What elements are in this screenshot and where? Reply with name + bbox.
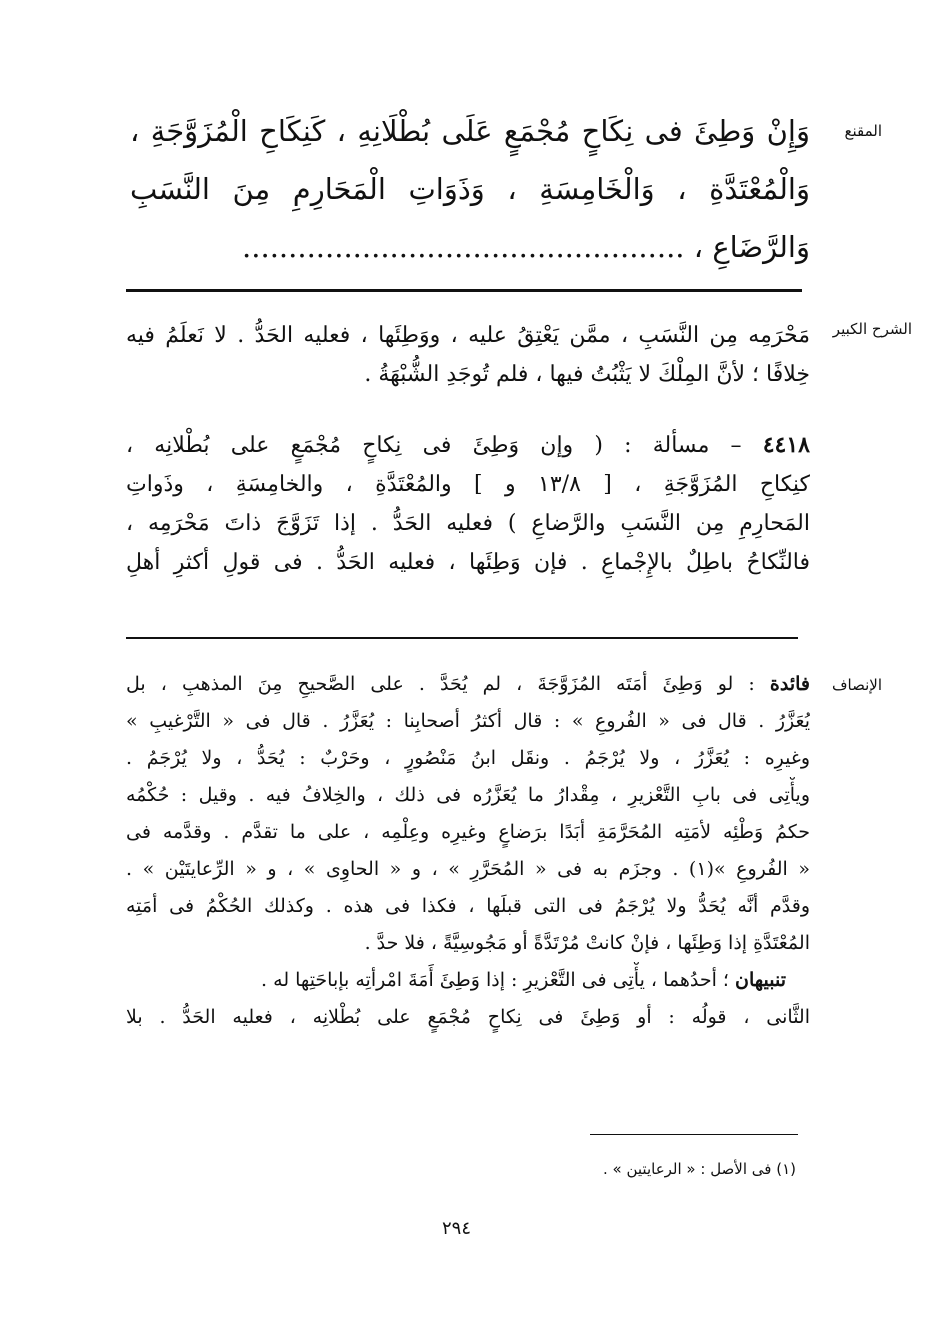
sharh-line: خِلافًا ؛ لأنَّ المِلْكَ لا يَثْبُتُ فيها ، فلم تُوجَدِ الشُّبْهَةُ .	[364, 362, 810, 387]
muqni-line-last	[130, 218, 810, 276]
insaf-line: المُعْتَدَّةِ إذا وَطِئَها ، فإنْ كانتْ مُرْتَدَّةً أو مَجُوسِيَّةً ، فلا حدَّ .	[364, 932, 810, 954]
section-label-insaf: الإنصاف	[831, 676, 882, 694]
muqni-ellipsis: ................................................	[242, 230, 685, 264]
faida-label: فائدة	[769, 673, 810, 695]
masala-line-first	[126, 426, 810, 465]
muqni-line: وَالْمُعْتَدَّةِ ، وَالْخَامِسَةِ ، وَذَوَاتِ الْمَحَارِمِ مِنَ النَّسَبِ	[130, 172, 810, 206]
masala-number: ٤٤١٨	[762, 432, 810, 458]
insaf-line: يُعَزَّرُ . قال فى « الفُروعِ » : قال أكثرُ أصحابِنا : يُعَزَّرُ . قال فى « التَّرْغيبِ »	[126, 710, 810, 732]
insaf-line-faida	[126, 666, 810, 703]
tanbih-text: ؛ أحدُهما ، يأْتِى فى التَّعْزيرِ : إذا وَطِئَ أَمَةَ امْرأتِه بإباحَتِها له .	[261, 969, 729, 991]
insaf-line: وغيرِه : يُعَزَّرُ ، ولا يُرْجَمُ . ونقَل ابنُ مَنْصُورٍ ، وحَرْبٌ : يُحَدُّ ، ولا يُرْجَمُ .	[126, 747, 810, 769]
masala-line-rest: – مسألة : ( وإن وَطِئَ فى نِكاحٍ مُجْمَعٍ على بُطْلانِه ،	[126, 433, 742, 458]
tanbih-label: تنبيهان	[735, 969, 786, 991]
section-label-muqni: المقنع	[844, 122, 882, 140]
insaf-text	[126, 666, 810, 1036]
section-divider-thick	[126, 289, 802, 292]
insaf-line-last: الثَّانى ، قولُه : أو وَطِئَ فى نِكاحٍ مُجْمَعٍ على بُطْلانِه ، فعليه الحَدُّ . بلا	[126, 1006, 810, 1028]
insaf-line: حكمُ وَطْئِه لأمَتِه المُحَرَّمَةِ أبَدًا برَضاعٍ وغيرِه وعِلْمِه ، على ما تقدَّم . وقدَّمه فى	[126, 821, 810, 843]
footnote-separator	[590, 1134, 798, 1135]
muqni-text	[130, 102, 810, 276]
masala-line: المَحارِمِ مِن النَّسَبِ والرَّضاعِ ) فعليه الحَدُّ . إذا تَزَوَّجَ ذاتَ مَحْرَمِه ،	[126, 511, 810, 536]
muqni-line: وَإِنْ وَطِئَ فى نِكَاحٍ مُجْمَعٍ عَلَى بُطْلَانِهِ ، كَنِكَاحِ الْمُزَوَّجَةِ ،	[130, 114, 810, 148]
muqni-line-text: وَالرَّضَاعِ ،	[693, 230, 810, 264]
insaf-line: وقدَّم أنَّه يُحَدُّ ولا يُرْجَمُ فى التى قبلَها ، فكذا فى هذه . وكذلك الحُكْمُ فى أمَتِه	[126, 895, 810, 917]
masala-text	[126, 426, 810, 582]
insaf-line: « الفُروعِ »(١) . وجزَم به فى « المُحَرَّرِ » ، و « الحاوِى » ، و « الرِّعايتَيْن » .	[126, 858, 810, 880]
page-number: ٢٩٤	[442, 1218, 472, 1239]
sharh-text	[126, 316, 810, 394]
insaf-line: ويأْتِى فى بابِ التَّعْزيرِ ، مِقْدارُ ما يُعَزَّرُه فى ذلك ، والخِلافُ فيه . وقيل : حُكْمُه	[126, 784, 810, 806]
masala-line: كنِكاحِ المُزَوَّجَةِ ، [ ١٣/٨ و ] والمُعْتَدَّةِ ، والخامِسَةِ ، وذَواتِ	[126, 472, 810, 497]
faida-text: : لو وَطِئَ أمَتَه المُزَوَّجَةَ ، لم يُحَدَّ . على الصَّحيحِ مِنَ المذهبِ ، بل	[126, 673, 755, 695]
insaf-line-tanbih	[126, 962, 810, 999]
footnote: (١) فى الأصل : « الرعايتين » .	[603, 1160, 796, 1178]
masala-line: فالنِّكاحُ باطِلٌ بالإِجْماعِ . فإن وَطِئَها ، فعليه الحَدُّ . فى قولِ أكثرِ أهلِ	[126, 550, 810, 575]
section-divider-thin	[126, 637, 798, 639]
sharh-line: مَحْرَمِه مِن النَّسَبِ ، ممَّن يَعْتِقُ عليه ، ووَطِئَها ، فعليه الحَدُّ . لا نَعلَمُ فيه	[126, 323, 810, 348]
section-label-sharh: الشرح الكبير	[832, 320, 912, 338]
